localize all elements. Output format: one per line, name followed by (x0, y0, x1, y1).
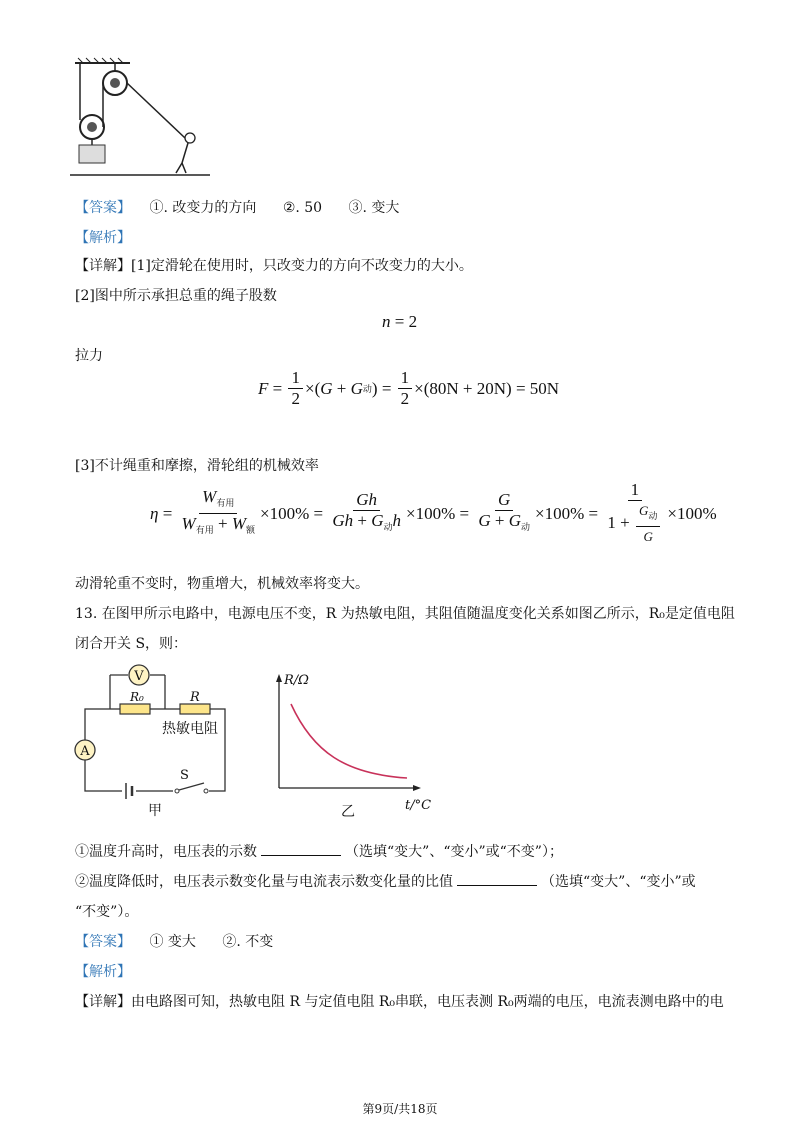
graph-ylabel: R/Ω (284, 673, 309, 688)
graph-xlabel: t/°C (405, 798, 432, 813)
answer-label: 【答案】 (75, 200, 131, 216)
q13-part-2 (75, 872, 696, 892)
page-footer: 第9页/共18页 (362, 1102, 438, 1116)
equation-efficiency: η = $\frac{W_{有用}}{W_{有用} + W_额}$ ×100% = $\frac{Gh}{Gh + G_动h}$ ×100% = $\frac{G}{G + G_动}$ ×100% = 1 1 + $\frac{G_动}{G}$ ×100% (150, 480, 717, 544)
answer-1: ① 变大 (149, 934, 196, 950)
q13-stem-1: 13. 在图甲所示电路中，电源电压不变，R 为热敏电阻，其阻值随温度变化关系如图乙所示，R₀是定值电阻 (75, 606, 735, 622)
q12-conclusion: 动滑轮重不变时，物重增大，机械效率将变大。 (75, 576, 369, 592)
voltmeter-label: V (134, 669, 144, 684)
r0-label: R₀ (130, 690, 144, 704)
q12-detail-2: [2]图中所示承担总重的绳子股数 (75, 288, 277, 304)
equation-n: n = 2 (382, 312, 418, 331)
q12-detail-1 (75, 256, 473, 276)
answer-1: ①. 改变力的方向 (149, 200, 257, 216)
resistance-curve (291, 704, 407, 778)
q13-part-2-end: “不变”）。 (75, 904, 139, 920)
detail-text: 由电路图可知，热敏电阻 R 与定值电阻 R₀串联，电压表测 R₀两端的电压，电流表测电路中的电 (131, 994, 724, 1010)
detail-label: 【详解】 (75, 994, 131, 1010)
part-1-options: （选填“变大”、“变小”或“不变”）； (345, 844, 563, 860)
part-2-options: （选填“变大”、“变小”或 (541, 874, 696, 890)
answer-2: ②. 50 (282, 200, 323, 216)
part-2-blank[interactable] (457, 872, 537, 886)
answer-2: ②. 不变 (222, 934, 274, 950)
q13-answer-line (75, 932, 273, 952)
part-1-blank[interactable] (261, 842, 341, 856)
r-label: R (190, 690, 200, 705)
analysis-label: 【解析】 (75, 964, 131, 980)
answer-3: ③. 变大 (348, 200, 400, 216)
detail-label: 【详解】 (75, 258, 131, 274)
q12-detail-3: [3]不计绳重和摩擦，滑轮组的机械效率 (75, 458, 319, 474)
answer-label: 【答案】 (75, 934, 131, 950)
ammeter-label: A (80, 744, 90, 759)
detail-text: [1]定滑轮在使用时，只改变力的方向不改变力的大小。 (131, 258, 473, 274)
equation-force: F = $\frac{1}{2}$ ×( G + G 动 ) = $\frac{1}{2}$ ×(80N + 20N) = 50N (258, 368, 560, 408)
graph-caption: 乙 (341, 804, 355, 820)
resistance-temperature-graph (265, 670, 455, 820)
part-1-text: ①温度升高时，电压表的示数 (75, 844, 257, 860)
q13-detail-1 (75, 992, 724, 1012)
q13-part-1 (75, 842, 563, 862)
q13-stem-2: 闭合开关 S，则： (75, 636, 188, 652)
thermistor-label: 热敏电阻 (162, 720, 218, 736)
circuit-diagram (70, 660, 240, 820)
circuit-caption: 甲 (148, 803, 162, 819)
pull-label: 拉力 (75, 348, 103, 364)
part-2-text: ②温度降低时，电压表示数变化量与电流表示数变化量的比值 (75, 874, 453, 890)
pulley-figure (70, 55, 220, 185)
switch-label: S (180, 768, 189, 783)
analysis-label: 【解析】 (75, 230, 131, 246)
q12-answer-line (75, 198, 399, 218)
